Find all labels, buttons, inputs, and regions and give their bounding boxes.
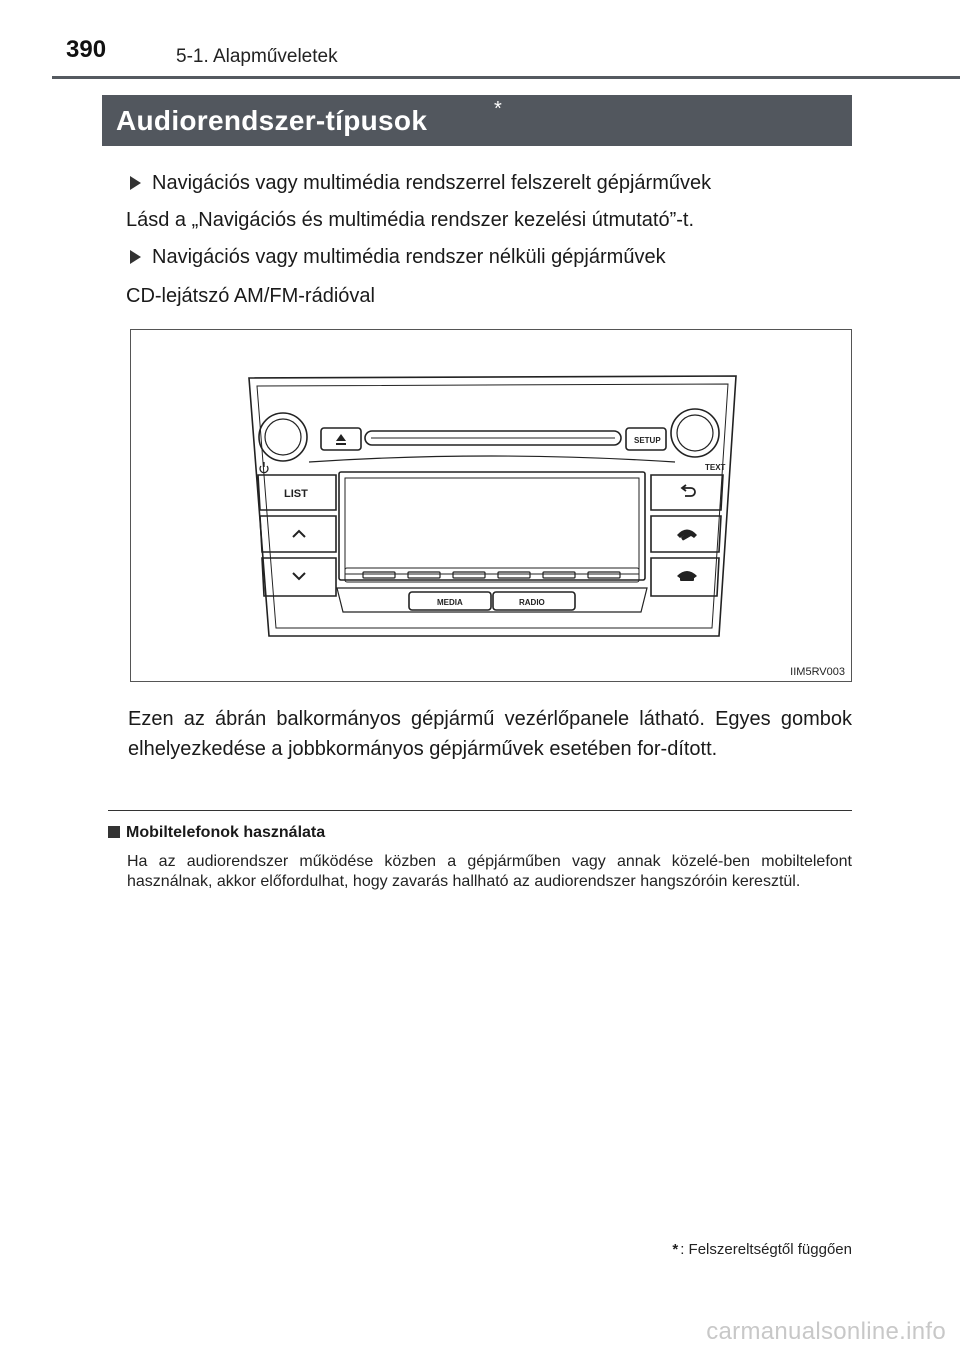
list-label: LIST bbox=[284, 488, 308, 500]
bullet-text: Navigációs vagy multimédia rendszer nélküli gépjárművek bbox=[152, 246, 666, 268]
page-header bbox=[0, 0, 960, 80]
header-rule bbox=[52, 76, 960, 79]
note-title-text: Mobiltelefonok használata bbox=[126, 824, 326, 841]
chevron-down-icon bbox=[293, 573, 305, 579]
bullet-text: Navigációs vagy multimédia rendszerrel felszerelt gépjárművek bbox=[152, 172, 712, 194]
section-title-bar bbox=[102, 95, 852, 146]
audio-panel-figure bbox=[130, 329, 852, 682]
figure-code: IIM5RV003 bbox=[790, 666, 845, 678]
footnote-asterisk: * bbox=[672, 1241, 679, 1258]
phone-pickup-icon bbox=[677, 530, 697, 541]
back-icon bbox=[682, 485, 695, 496]
audio-panel-illustration bbox=[131, 330, 851, 681]
figure-caption: Ezen az ábrán balkormányos gépjármű vezérlőpanele látható. Egyes gombok elhelyezkedése a jobbkormányos gépjárművek esetében for-dított. bbox=[128, 708, 852, 760]
setup-label: SETUP bbox=[634, 436, 661, 445]
footnote bbox=[672, 1241, 852, 1258]
bullet-triangle-icon bbox=[130, 176, 141, 190]
square-bullet-icon bbox=[108, 826, 120, 838]
eject-icon bbox=[336, 434, 346, 445]
radio-label: RADIO bbox=[519, 598, 545, 607]
section-divider bbox=[108, 810, 852, 811]
reference-paragraph: Lásd a „Navigációs és multimédia rendszer kezelési útmutató”-t. bbox=[126, 209, 695, 231]
note-heading bbox=[108, 824, 325, 842]
media-label: MEDIA bbox=[437, 598, 463, 607]
title-asterisk: * bbox=[494, 98, 502, 120]
note-body: Ha az audiorendszer működése közben a gépjárműben vagy annak közelé-ben mobiltelefont használnak, akkor előfordulhat, hogy zavarás hallható az audiorendszer hangszóróin keresztül. bbox=[127, 853, 852, 890]
cd-player-paragraph: CD-lejátszó AM/FM-rádióval bbox=[126, 285, 375, 307]
section-label: 5-1. Alapműveletek bbox=[176, 46, 338, 67]
page-number: 390 bbox=[66, 36, 107, 63]
footnote-text: : Felszereltségtől függően bbox=[680, 1241, 852, 1258]
bullet-triangle-icon bbox=[130, 250, 141, 264]
chevron-up-icon bbox=[293, 531, 305, 537]
text-label: TEXT bbox=[705, 463, 726, 472]
section-title: Audiorendszer-típusok bbox=[116, 105, 428, 136]
watermark: carmanualsonline.info bbox=[706, 1318, 946, 1345]
phone-hangup-icon bbox=[677, 571, 697, 581]
